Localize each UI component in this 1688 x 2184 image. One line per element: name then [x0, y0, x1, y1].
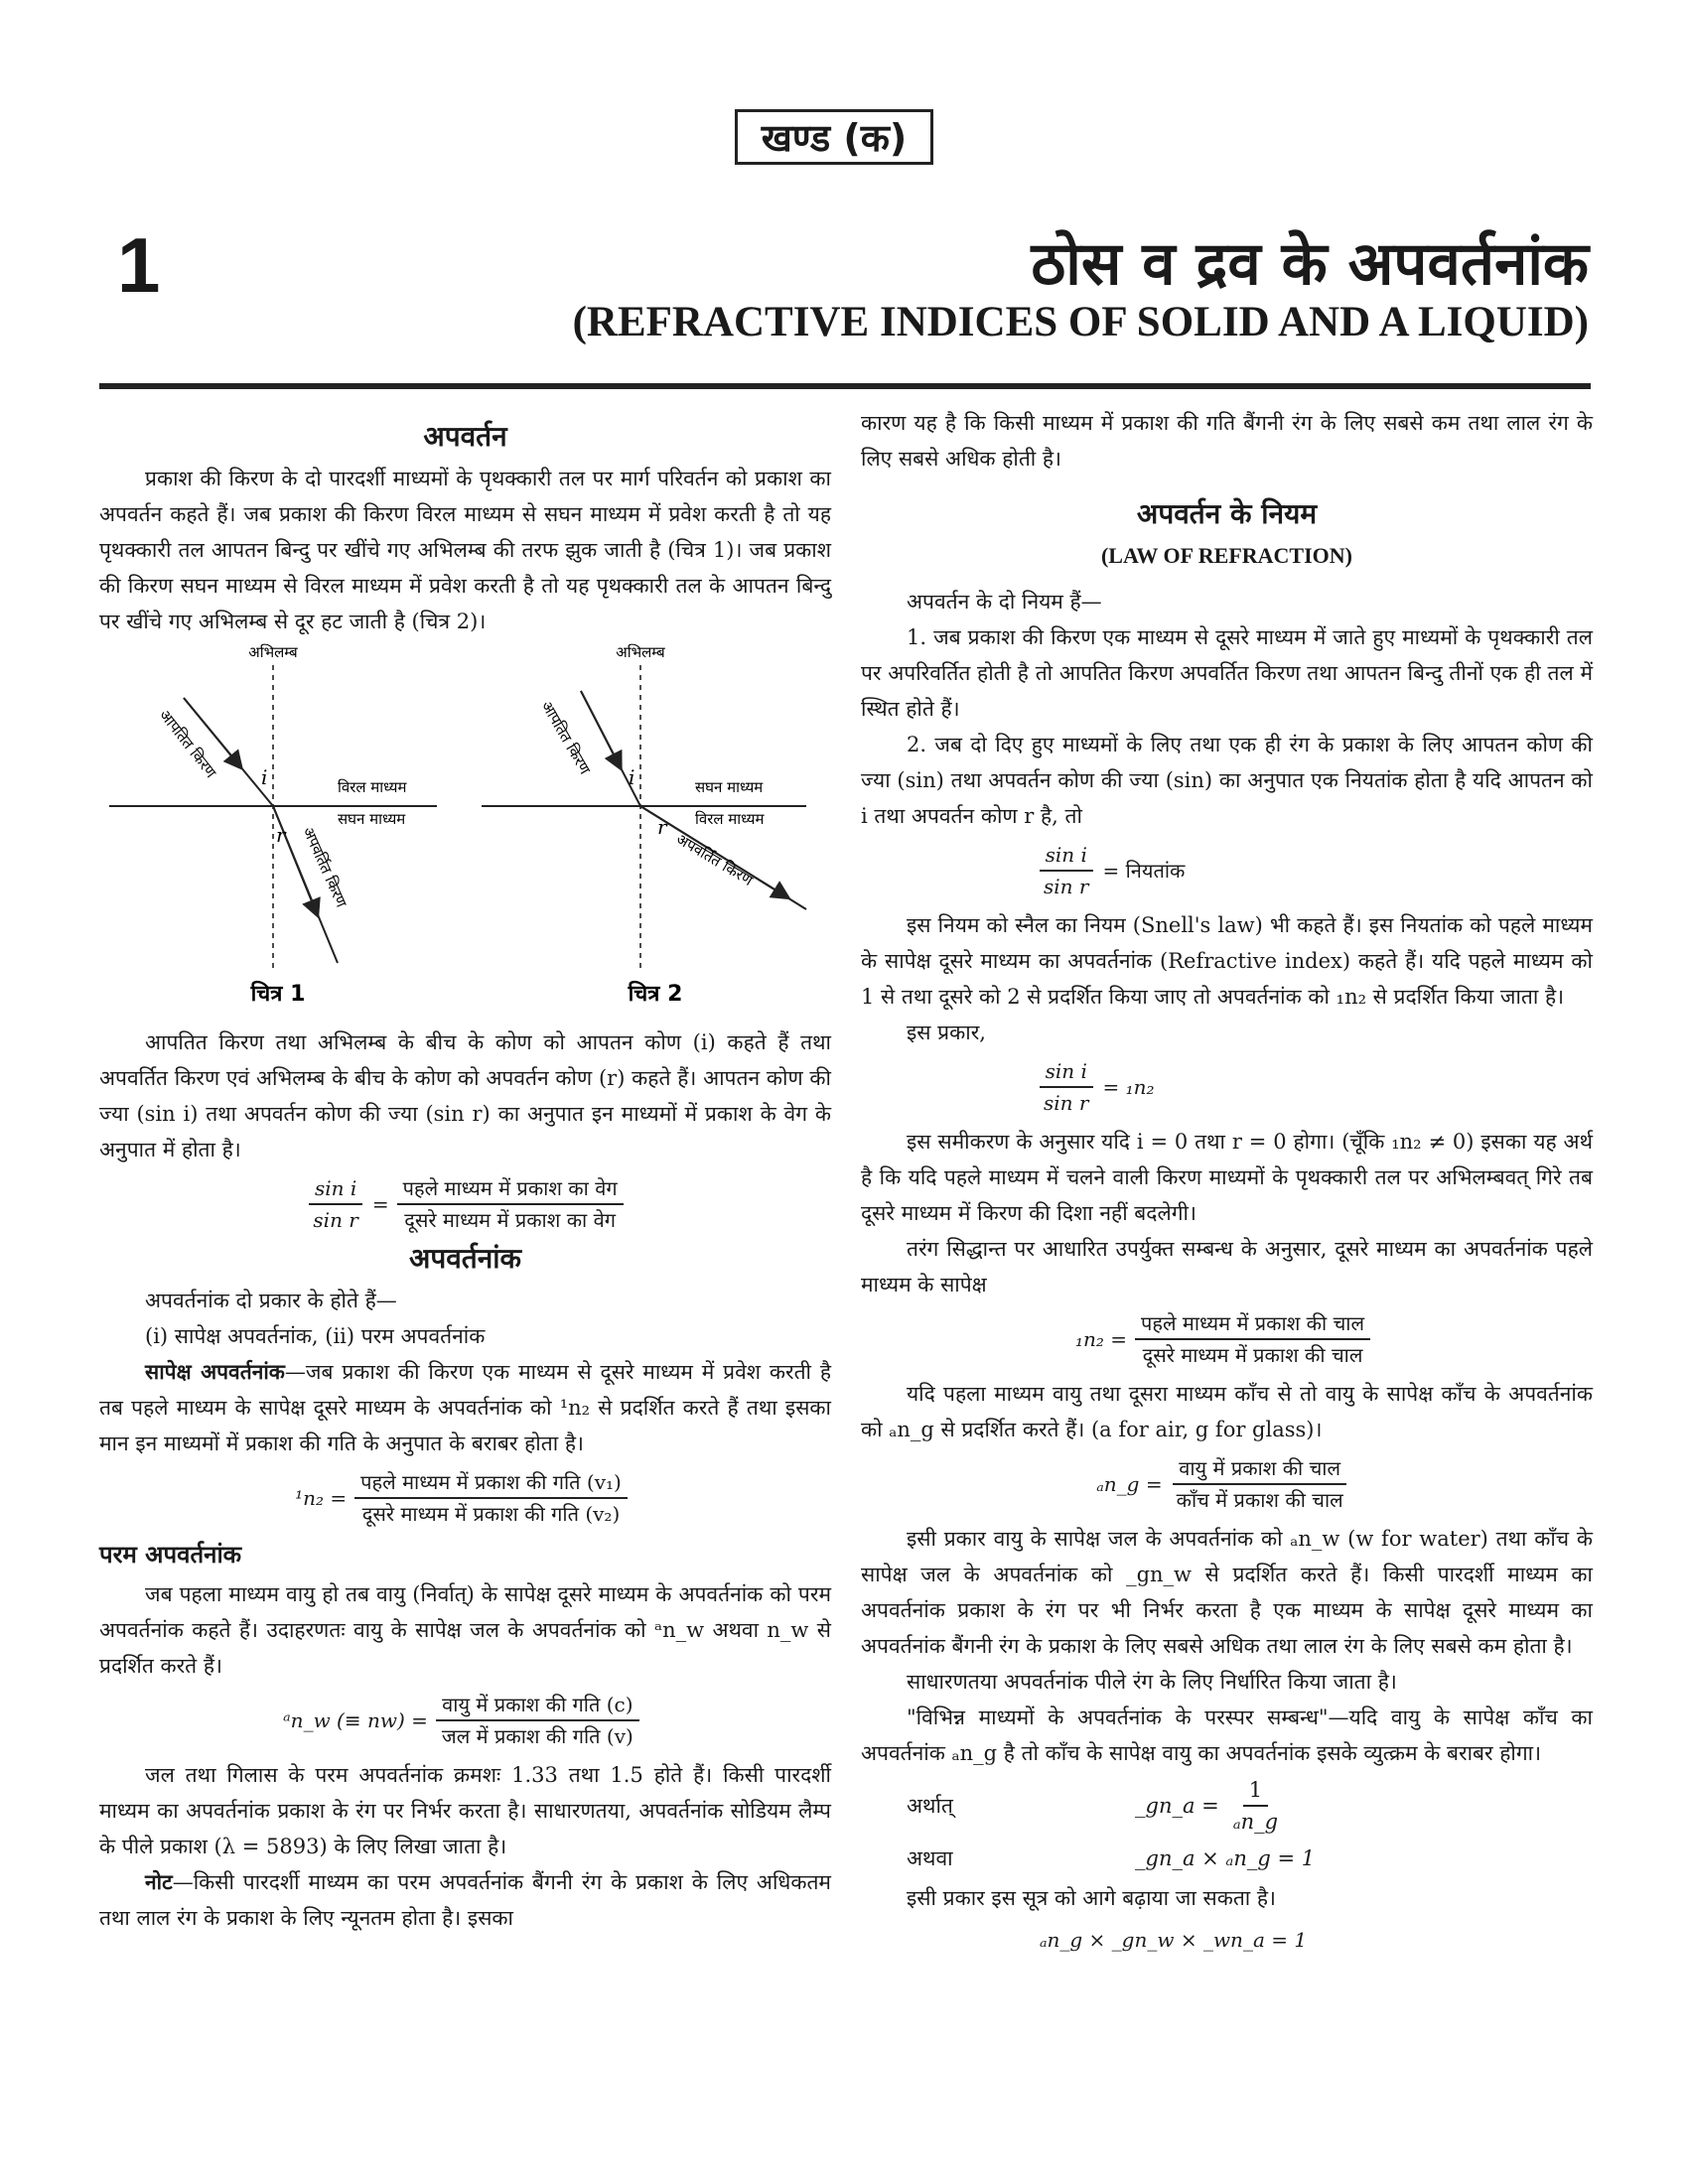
eq-denominator: ₐn_g: [1232, 1810, 1279, 1834]
fig2-incident-label: आपतित किरण: [537, 698, 595, 778]
eq-lhs: ᵃn_w (≡ nw) =: [283, 1708, 428, 1732]
heading-laws-of-refraction: अपवर्तन के नियम: [1136, 497, 1318, 530]
eq-rhs: = ₁n₂: [1102, 1075, 1155, 1099]
paragraph: 2. जब दो दिए हुए माध्यमों के लिए तथा एक ही रंग के प्रकाश के लिए आपतन कोण की ज्या (sin) तथा अपवर्तन कोण की ज्या (sin) का अनुपात एक नियतांक होता है यदि आपतन को i तथा अपवर्तन कोण r है, तो: [861, 733, 1593, 828]
eq-numerator: 1: [1243, 1775, 1268, 1807]
fig1-incident-label: आपतित किरण: [155, 706, 220, 782]
paragraph: कारण यह है कि किसी माध्यम में प्रकाश की गति बैंगनी रंग के लिए सबसे कम तथा लाल रंग के लिए सबसे अधिक होती है।: [861, 411, 1593, 471]
chapter-title-hindi: ठोस व द्रव के अपवर्तनांक: [1031, 229, 1589, 299]
figure-2: [482, 643, 806, 1007]
paragraph: अपवर्तनांक दो प्रकार के होते हैं—: [145, 1289, 397, 1312]
eq-lhs: ₐn_g =: [1096, 1472, 1163, 1496]
equation-air-glass: [861, 1453, 1593, 1515]
equation-snell-index: [861, 1056, 1593, 1118]
refraction-diagram: [99, 643, 831, 1021]
section-tag: खण्ड (क): [735, 109, 933, 165]
eq-numerator: वायु में प्रकाश की चाल: [1173, 1453, 1346, 1485]
equation-snell-constant: [861, 840, 1593, 901]
eq-denominator: sin r: [313, 1208, 358, 1232]
paragraph: साधारणतया अपवर्तनांक पीले रंग के लिए निर्धारित किया जाता है।: [907, 1670, 1397, 1694]
paragraph: तरंग सिद्धान्त पर आधारित उपर्युक्त सम्बन्ध के अनुसार, दूसरे माध्यम का अपवर्तनांक पहले माध्यम के सापेक्ष: [861, 1237, 1593, 1297]
eq-denominator: दूसरे माध्यम में प्रकाश का वेग: [404, 1208, 616, 1232]
equation-chain: [861, 1922, 1593, 1958]
eq-numerator: sin i: [1040, 840, 1093, 872]
paragraph: इस नियम को स्नैल का नियम (Snell's law) भी कहते हैं। इस नियतांक को पहले माध्यम के सापेक्ष दूसरे माध्यम का अपवर्तनांक (Refractive index) कहते हैं। यदि पहले माध्यम को 1 से तथा दूसरे को 2 से प्रदर्शित किया जाए तो अपवर्तनांक को ₁n₂ से प्रदर्शित किया जाता है।: [861, 913, 1593, 1009]
eq-denominator: sin r: [1044, 1091, 1089, 1115]
paragraph: [99, 1864, 831, 1936]
fig1-normal-label: अभिलम्ब: [248, 643, 298, 661]
eq-lhs: ¹n₂ =: [295, 1486, 348, 1510]
paragraph: "विभिन्न माध्यमों के अपवर्तनांक के परस्पर सम्बन्ध"—यदि वायु के सापेक्ष काँच का अपवर्तनांक ₐn_g है तो काँच के सापेक्ष वायु का अपवर्तनांक इसके व्युत्क्रम के बराबर होगा।: [861, 1706, 1593, 1765]
right-column: [861, 405, 1593, 1964]
paragraph-text: —किसी पारदर्शी माध्यम का परम अपवर्तनांक बैंगनी रंग के प्रकाश के लिए अधिकतम तथा लाल रंग के प्रकाश के लिए न्यूनतम होता है। इसका: [99, 1870, 831, 1930]
eq-numerator: पहले माध्यम में प्रकाश की चाल: [1135, 1308, 1370, 1340]
left-column: [99, 405, 831, 1936]
paragraph: 1. जब प्रकाश की किरण एक माध्यम से दूसरे माध्यम में जाते हुए माध्यमों के पृथक्कारी तल पर अपरिवर्तित होती है तो आपतित किरण अपवर्तित किरण तथा आपतन बिन्दु तीनों एक ही तल में स्थित होते हैं।: [861, 625, 1593, 721]
fig1-lower-medium: सघन माध्यम: [338, 810, 406, 828]
fig1-caption: चित्र 1: [250, 982, 306, 1007]
paragraph: यदि पहला माध्यम वायु तथा दूसरा माध्यम काँच से तो वायु के सापेक्ष काँच के अपवर्तनांक को ₐn_g से प्रदर्शित करते हैं। (a for air, g for glass)।: [861, 1382, 1593, 1441]
fig2-caption: चित्र 2: [628, 982, 683, 1007]
eq-numerator: sin i: [1040, 1056, 1093, 1088]
fig2-angle-i: i: [629, 765, 635, 789]
heading-absolute-index: परम अपवर्तनांक: [99, 1541, 242, 1569]
equation-product: [861, 1841, 1593, 1876]
fig1-upper-medium: विरल माध्यम: [338, 778, 407, 796]
paragraph: इस प्रकार,: [907, 1021, 986, 1044]
fig1-angle-i: i: [261, 765, 268, 789]
eq-chain: ₐn_g × _gn_w × _wn_a = 1: [1040, 1928, 1308, 1952]
paragraph-text: —जब प्रकाश की किरण एक माध्यम से दूसरे माध्यम में प्रवेश करती है तब पहले माध्यम के सापेक्ष दूसरे माध्यम के अपवर्तनांक को ¹n₂ से प्रदर्शित करते हैं तथा इसका मान इन माध्यमों में प्रकाश की गति के अनुपात के बराबर होता है।: [99, 1360, 831, 1455]
chapter-number: 1: [117, 221, 161, 309]
fig2-lower-medium: विरल माध्यम: [695, 810, 765, 828]
paragraph: (i) सापेक्ष अपवर्तनांक, (ii) परम अपवर्तनांक: [145, 1324, 486, 1348]
equation-velocity-ratio: $\frac{\text{sin i}}{\text{sin r}}$ = $\frac{\text{पहले माध्यम में प्रकाश का वेग}}{\text{दूसरे माध्यम में प्रकाश का वेग}}$: [99, 1173, 831, 1235]
eq-denominator: काँच में प्रकाश की चाल: [1176, 1488, 1343, 1512]
paragraph: इसी प्रकार इस सूत्र को आगे बढ़ाया जा सकता है।: [907, 1886, 1277, 1910]
fig2-upper-medium: सघन माध्यम: [695, 778, 764, 796]
paragraph: प्रकाश की किरण के दो पारदर्शी माध्यमों के पृथक्कारी तल पर मार्ग परिवर्तन को प्रकाश का अपवर्तन कहते हैं। जब प्रकाश की किरण विरल माध्यम से सघन माध्यम में प्रवेश करती है तो यह पृथक्कारी तल आपतन बिन्दु पर खींचे गए अभिलम्ब की तरफ झुक जाती है (चित्र 1)। जब प्रकाश की किरण सघन माध्यम से विरल माध्यम में प्रवेश करती है तो यह पृथक्कारी तल के आपतन बिन्दु पर खींचे गए अभिलम्ब से दूर हट जाती है (चित्र 2)।: [99, 467, 831, 633]
equation-speed-ratio: [861, 1308, 1593, 1370]
eq-denominator: दूसरे माध्यम में प्रकाश की चाल: [1142, 1343, 1363, 1367]
term-relative-index: सापेक्ष अपवर्तनांक: [145, 1359, 285, 1384]
word-athva: अथवा: [907, 1846, 953, 1870]
eq-denominator: दूसरे माध्यम में प्रकाश की गति (v₂): [361, 1502, 621, 1526]
fig2-normal-label: अभिलम्ब: [616, 643, 665, 661]
heading-laws-english: (LAW OF REFRACTION): [1100, 543, 1352, 568]
paragraph: [99, 1354, 831, 1461]
word-arthat: अर्थात्: [907, 1794, 953, 1818]
eq-lhs: ₁n₂ =: [1074, 1327, 1127, 1351]
equation-reciprocal: [861, 1775, 1593, 1837]
refraction-figures: [99, 643, 831, 1021]
eq-numerator: वायु में प्रकाश की गति (c): [436, 1690, 638, 1721]
eq-numerator: पहले माध्यम में प्रकाश की गति (v₁): [354, 1467, 628, 1499]
fig1-refracted-arrow: [273, 806, 316, 911]
header-rule: [99, 383, 1591, 389]
eq-lhs: _gn_a =: [1135, 1794, 1219, 1818]
equation-absolute-index: [99, 1690, 831, 1751]
fig1-angle-r: r: [276, 823, 286, 847]
heading-refraction: अपवर्तन: [423, 420, 507, 453]
eq-product: _gn_a × ₐn_g = 1: [1135, 1846, 1316, 1870]
fig2-angle-r: r: [657, 815, 667, 839]
paragraph: जब पहला माध्यम वायु हो तब वायु (निर्वात्) के सापेक्ष दूसरे माध्यम के अपवर्तनांक को परम अपवर्तनांक कहते हैं। उदाहरणतः वायु के सापेक्ष जल के अपवर्तनांक को ᵃn_w अथवा n_w से प्रदर्शित करते हैं।: [99, 1582, 831, 1678]
paragraph: इसी प्रकार वायु के सापेक्ष जल के अपवर्तनांक को ₐn_w (w for water) तथा काँच के सापेक्ष जल के अपवर्तनांक को _gn_w से प्रदर्शित करते हैं। किसी पारदर्शी माध्यम का अपवर्तनांक प्रकाश के रंग पर भी निर्भर करता है एक माध्यम के सापेक्ष दूसरे माध्यम का अपवर्तनांक बैंगनी रंग के प्रकाश के लिए सबसे अधिक तथा लाल रंग के लिए सबसे कम होता है।: [861, 1527, 1593, 1658]
term-note: नोट: [145, 1869, 173, 1894]
fig1-refracted-label: अपवर्तित किरण: [299, 824, 351, 910]
equation-relative-index: [99, 1467, 831, 1529]
fig2-refracted-label: अपवर्तित किरण: [672, 829, 757, 889]
fig2-incident-arrow: [581, 691, 619, 764]
chapter-title-english: (REFRACTIVE INDICES OF SOLID AND A LIQUID): [572, 299, 1589, 345]
eq-denominator: जल में प्रकाश की गति (v): [441, 1724, 633, 1748]
heading-refractive-index: अपवर्तनांक: [408, 1242, 522, 1275]
paragraph: जल तथा गिलास के परम अपवर्तनांक क्रमशः 1.33 तथा 1.5 होते हैं। किसी पारदर्शी माध्यम का अपवर्तनांक प्रकाश के रंग पर निर्भर करता है। साधारणतया, अपवर्तनांक सोडियम लैम्प के पीले प्रकाश (λ = 5893) के लिए लिखा जाता है।: [99, 1763, 831, 1858]
paragraph: इस समीकरण के अनुसार यदि i = 0 तथा r = 0 होगा। (चूँकि ₁n₂ ≠ 0) इसका यह अर्थ है कि यदि पहले माध्यम में चलने वाली किरण माध्यमों के पृथक्कारी तल पर अभिलम्बवत् गिरे तब दूसरे माध्यम में किरण की दिशा नहीं बदलेगी।: [861, 1130, 1593, 1225]
eq-numerator: sin i: [309, 1173, 362, 1205]
eq-numerator: पहले माध्यम में प्रकाश का वेग: [397, 1173, 624, 1205]
paragraph: आपतित किरण तथा अभिलम्ब के बीच के कोण को आपतन कोण (i) कहते हैं तथा अपवर्तित किरण एवं अभिलम्ब के बीच के कोण को अपवर्तन कोण (r) कहते हैं। आपतन कोण की ज्या (sin i) तथा अपवर्तन कोण की ज्या (sin r) का अनुपात इन माध्यमों में प्रकाश के वेग के अनुपात में होता है।: [99, 1030, 831, 1161]
paragraph: अपवर्तन के दो नियम हैं—: [907, 590, 1102, 614]
figure-1: [109, 643, 437, 1007]
eq-rhs: = नियतांक: [1102, 859, 1186, 883]
eq-denominator: sin r: [1044, 875, 1089, 898]
